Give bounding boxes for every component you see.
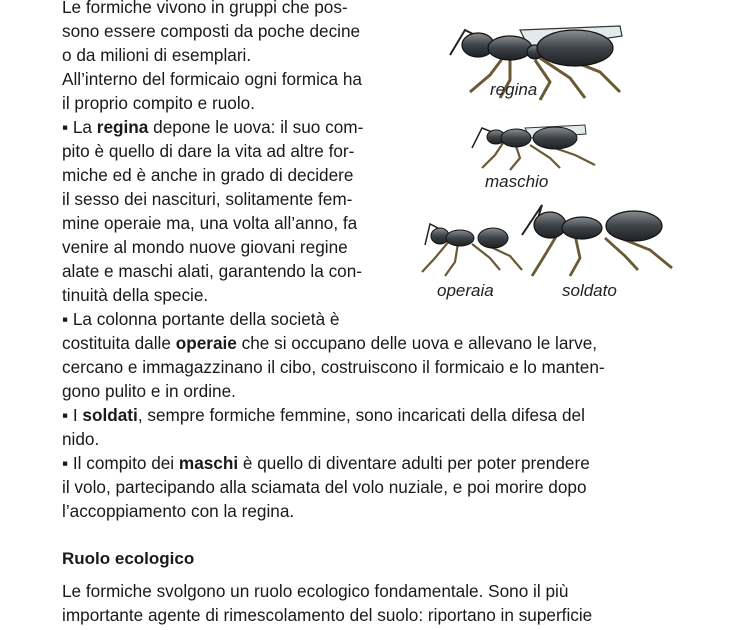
caption-soldato: soldato	[562, 281, 617, 300]
text-line: importante agente di rimescolamento del suolo: riportano in superficie	[62, 605, 593, 625]
text-line: Le formiche vivono in gruppi che pos-	[62, 0, 348, 17]
text-line: il volo, partecipando alla sciamata del volo nuziale, e poi morire dopo	[62, 477, 587, 497]
text-span: , sempre formiche femmine, sono incaricati della difesa del	[137, 405, 585, 425]
text-line: nido.	[62, 429, 100, 449]
text-line: il sesso dei nascituri, solitamente fem-	[62, 189, 353, 209]
text-line: mine operaie ma, una volta all’anno, fa	[62, 213, 358, 233]
term-maschi: maschi	[178, 453, 239, 473]
text-line: gono pulito e in ordine.	[62, 381, 236, 401]
bullet: ▪ I	[62, 405, 83, 425]
text-line	[62, 451, 672, 475]
body-text	[62, 331, 672, 523]
text-line: tinuità della specie.	[62, 285, 209, 305]
term-soldati: soldati	[82, 405, 138, 425]
caption-operaia: operaia	[437, 281, 494, 300]
ant-illustrations	[410, 0, 738, 320]
caption-maschio: maschio	[485, 172, 549, 191]
term-regina: regina	[96, 117, 149, 137]
male-ant-illustration	[472, 125, 595, 170]
text-span: depone le uova: il suo com-	[148, 117, 364, 137]
text-span: che si occupano delle uova e allevano le larve,	[236, 333, 598, 353]
final-paragraph	[62, 579, 672, 627]
worker-ant-illustration	[422, 224, 522, 276]
text-line: venire al mondo nuove giovani regine	[62, 237, 348, 257]
text-line: ▪ La colonna portante della società è	[62, 309, 340, 329]
term-operaie: operaie	[175, 333, 237, 353]
bullet: ▪ Il compito dei	[62, 453, 179, 473]
text-line: il proprio compito e ruolo.	[62, 93, 255, 113]
text-line: pito è quello di dare la vita ad altre for-	[62, 141, 355, 161]
text-line: o da milioni di esemplari.	[62, 45, 252, 65]
ant-castes-figure	[410, 0, 738, 320]
text-line	[62, 115, 402, 139]
text-line: cercano e immagazzinano il cibo, costruiscono il formicaio e lo manten-	[62, 357, 605, 377]
text-line	[62, 331, 672, 355]
soldier-ant-illustration	[522, 205, 672, 276]
intro-column	[62, 0, 402, 331]
text-line: All’interno del formicaio ogni formica ha	[62, 69, 362, 89]
text-line	[62, 403, 672, 427]
text-line: Le formiche svolgono un ruolo ecologico fondamentale. Sono il più	[62, 581, 569, 601]
text-span: costituita dalle	[62, 333, 176, 353]
text-span: è quello di diventare adulti per poter prendere	[238, 453, 590, 473]
text-line: alate e maschi alati, garantendo la con-	[62, 261, 363, 281]
section-heading: Ruolo ecologico	[62, 549, 195, 568]
caption-regina: regina	[490, 80, 538, 99]
text-line: miche ed è anche in grado di decidere	[62, 165, 354, 185]
bullet: ▪ La	[62, 117, 97, 137]
text-line: sono essere composti da poche decine	[62, 21, 361, 41]
text-line: l’accoppiamento con la regina.	[62, 501, 295, 521]
